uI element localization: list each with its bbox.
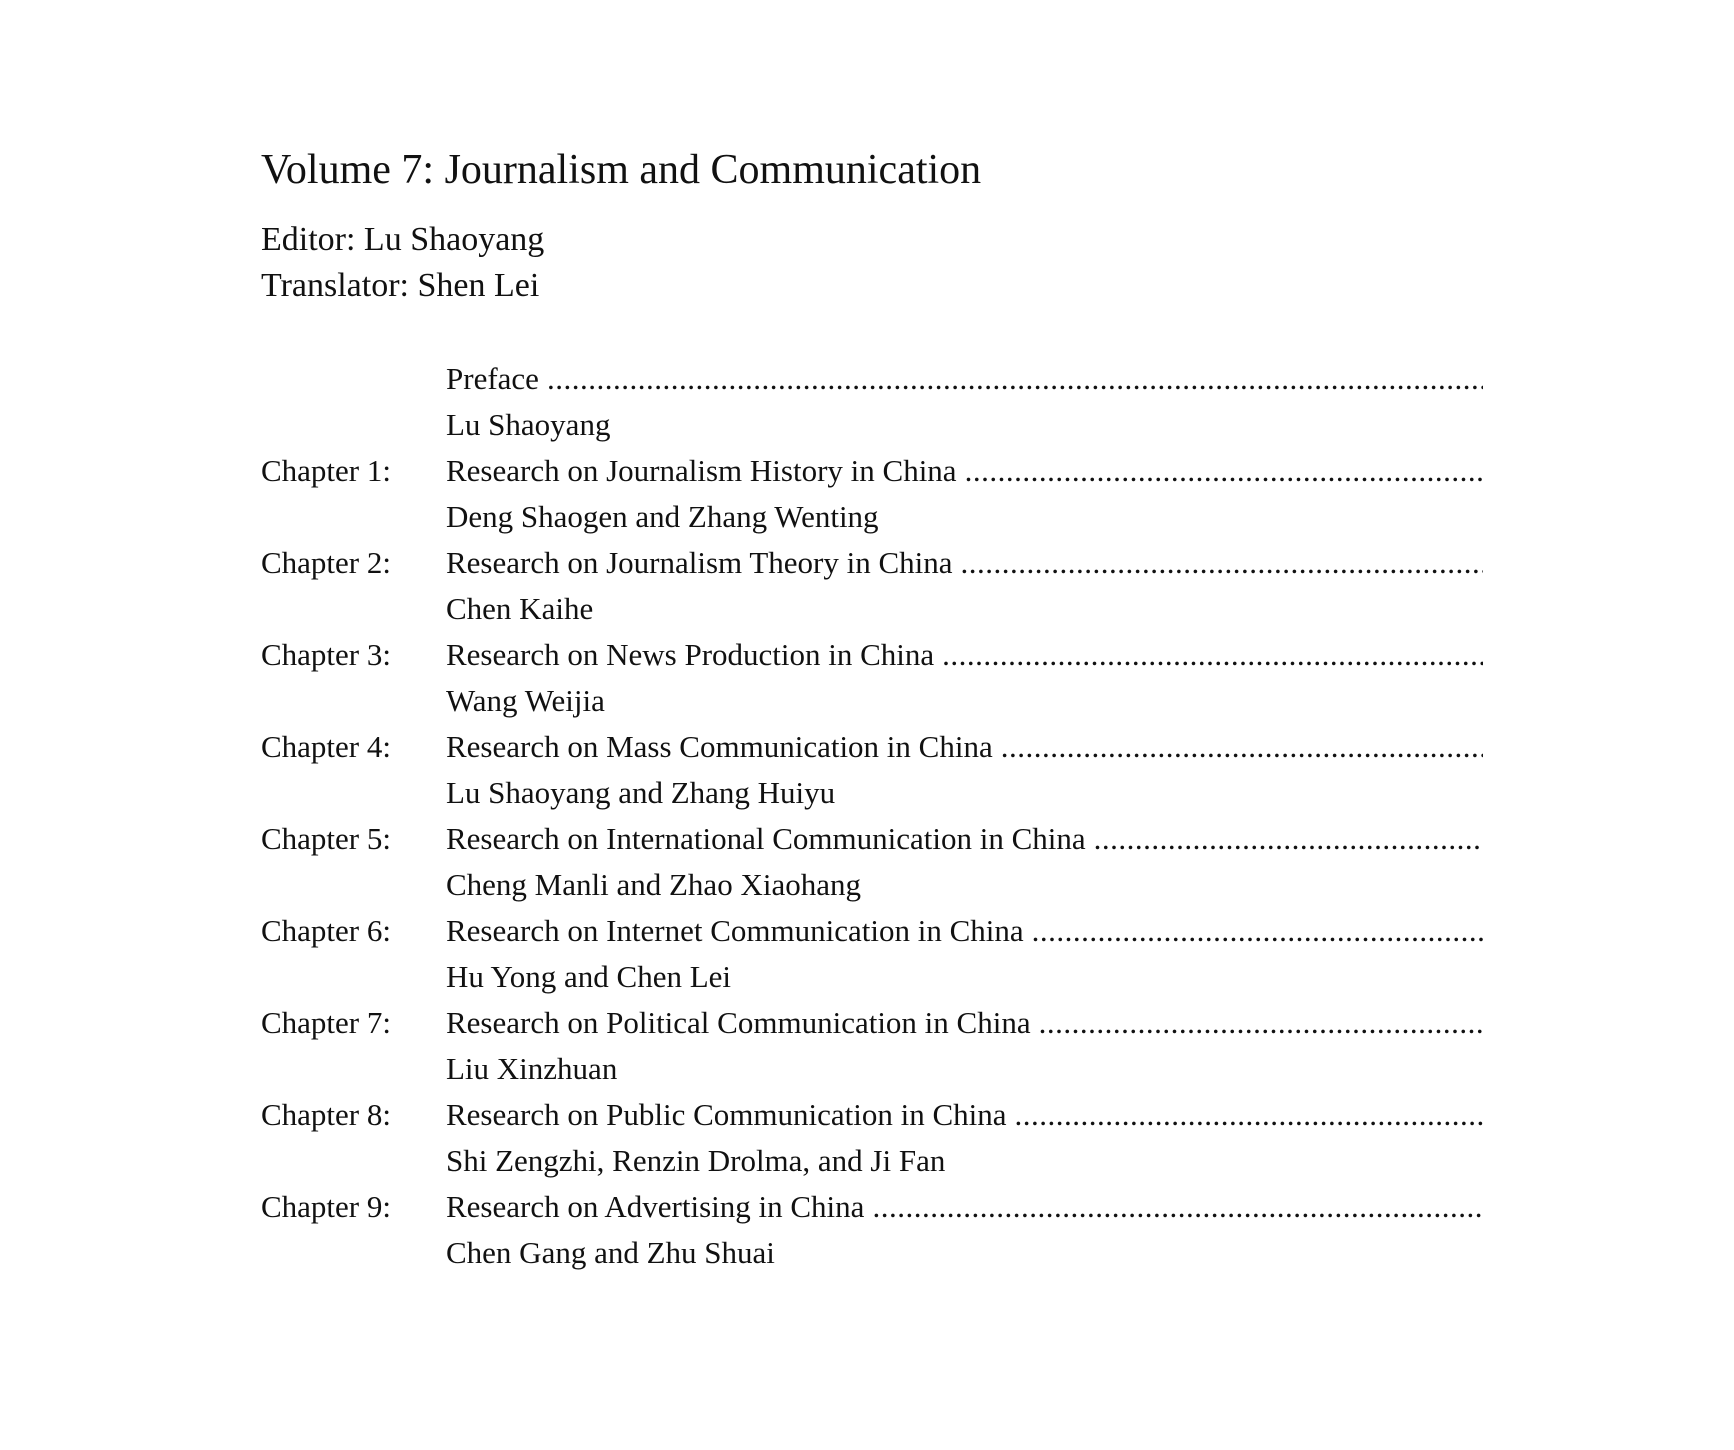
chapter-label: Chapter 9:	[261, 1189, 391, 1224]
entry-author: Wang Weijia	[446, 683, 605, 718]
toc-entry	[261, 540, 1483, 632]
chapter-label: Chapter 8:	[261, 1097, 391, 1132]
entry-title: Research on Advertising in China	[446, 1189, 865, 1224]
chapter-label: Chapter 4:	[261, 729, 391, 764]
toc-entry	[261, 632, 1483, 724]
entry-title: Research on Journalism Theory in China	[446, 545, 953, 580]
entry-author: Shi Zengzhi, Renzin Drolma, and Ji Fan	[446, 1143, 946, 1178]
toc-entry	[261, 908, 1483, 1000]
toc-entry	[261, 1092, 1483, 1184]
entry-title: Research on News Production in China	[446, 637, 935, 672]
translator-credit: Translator: Shen Lei	[261, 267, 540, 304]
dot-leader	[1032, 908, 1483, 954]
entry-title: Research on Public Communication in China	[446, 1097, 1007, 1132]
editor-credit: Editor: Lu Shaoyang	[261, 221, 545, 258]
toc-entry	[261, 448, 1483, 540]
chapter-label: Chapter 5:	[261, 821, 391, 856]
entry-author: Hu Yong and Chen Lei	[446, 959, 732, 994]
toc-entry	[261, 816, 1483, 908]
volume-title: Volume 7: Journalism and Communication	[261, 147, 982, 193]
chapter-label: Chapter 1:	[261, 453, 391, 488]
entry-author: Cheng Manli and Zhao Xiaohang	[446, 867, 861, 902]
dot-leader	[1015, 1092, 1484, 1138]
chapter-label: Chapter 7:	[261, 1005, 391, 1040]
toc-entry	[261, 724, 1483, 816]
toc-entry	[261, 1000, 1483, 1092]
dot-leader	[1039, 1000, 1483, 1046]
entry-title: Research on Political Communication in China	[446, 1005, 1031, 1040]
dot-leader	[961, 540, 1483, 586]
toc-entry	[261, 356, 1483, 448]
entry-title: Research on Journalism History in China	[446, 453, 957, 488]
chapter-label: Chapter 2:	[261, 545, 391, 580]
table-of-contents	[261, 356, 1483, 1276]
dot-leader	[872, 1184, 1483, 1230]
entry-author: Liu Xinzhuan	[446, 1051, 618, 1086]
dot-leader	[1094, 816, 1483, 862]
chapter-label: Chapter 6:	[261, 913, 391, 948]
dot-leader	[547, 356, 1483, 402]
entry-title: Research on Mass Communication in China	[446, 729, 993, 764]
entry-title: Research on Internet Communication in China	[446, 913, 1024, 948]
dot-leader	[942, 632, 1483, 678]
entry-author: Lu Shaoyang	[446, 407, 611, 442]
toc-entry	[261, 1184, 1483, 1276]
entry-author: Deng Shaogen and Zhang Wenting	[446, 499, 879, 534]
entry-title: Preface	[446, 361, 539, 396]
dot-leader	[965, 448, 1483, 494]
entry-author: Lu Shaoyang and Zhang Huiyu	[446, 775, 836, 810]
entry-author: Chen Gang and Zhu Shuai	[446, 1235, 775, 1270]
entry-author: Chen Kaihe	[446, 591, 594, 626]
chapter-label: Chapter 3:	[261, 637, 391, 672]
dot-leader	[1001, 724, 1483, 770]
entry-title: Research on International Communication in China	[446, 821, 1086, 856]
